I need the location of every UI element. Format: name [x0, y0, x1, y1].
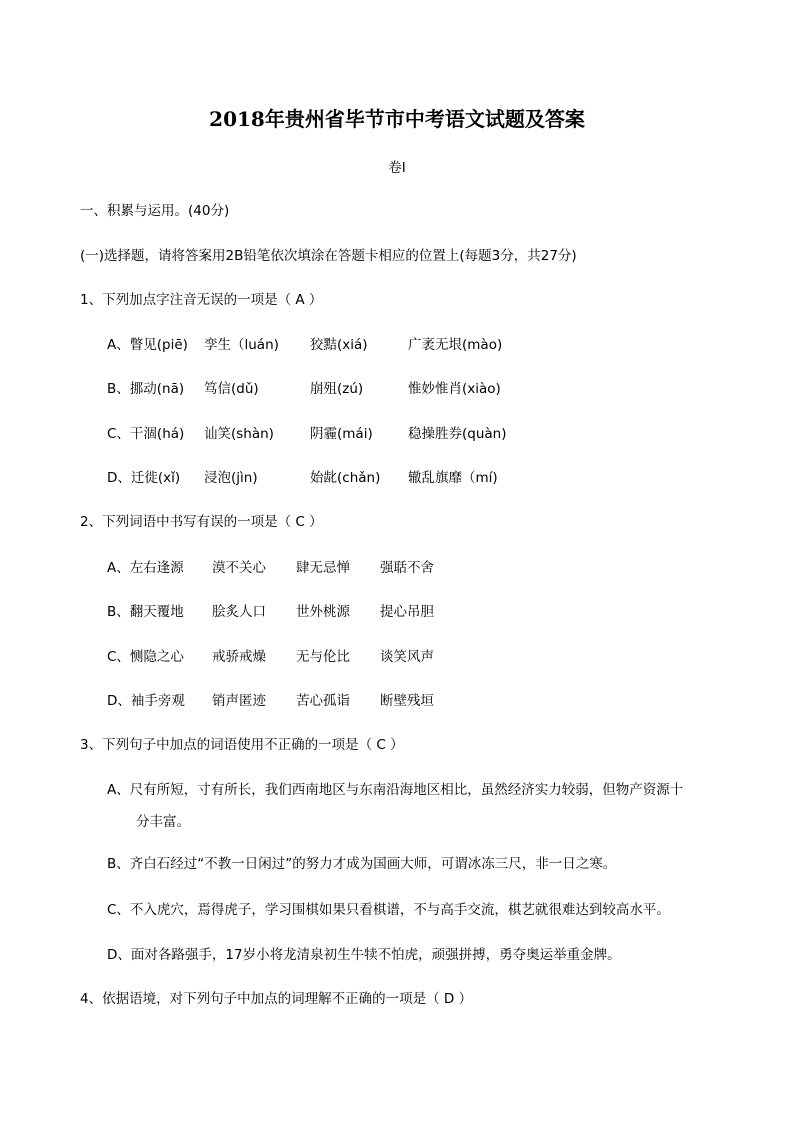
option-item: 断壁残垣	[380, 693, 434, 709]
volume-label: 卷I	[388, 160, 406, 176]
option-item: 稳操胜券(quàn)	[408, 426, 507, 442]
q3-option-b: B、齐白石经过“不教一日闲过”的努力才成为国画大师，可谓冰冻三尺，非一日之寒。	[107, 856, 617, 872]
option-item: 广袤无垠(mào)	[408, 337, 503, 353]
q3-option-c: C、不入虎穴，焉得虎子，学习围棋如果只看棋谱，不与高手交流，棋艺就很难达到较高水平。	[107, 902, 670, 918]
option-item: 狡黠(xiá)	[310, 337, 368, 353]
option-item: 脍炙人口	[212, 604, 266, 620]
option-item: 漠不关心	[212, 560, 266, 576]
q3-option-a-continued: 分丰富。	[136, 814, 190, 830]
option-item: 谈笑风声	[380, 649, 434, 665]
q3-option-a	[107, 781, 683, 799]
option-item: 戒骄戒燥	[212, 649, 266, 665]
option-item: 世外桃源	[296, 604, 350, 620]
option-item: 始龀(chǎn)	[310, 470, 381, 486]
question-2-stem: 2、下列词语中书写有误的一项是（ C ）	[80, 514, 323, 530]
document-title: 2018年贵州省毕节市中考语文试题及答案	[209, 107, 585, 131]
option-item: 强聒不舍	[380, 560, 434, 576]
option-item: 讪笑(shàn)	[204, 426, 274, 442]
option-text: A、尺有所短，寸有所长，我们西南地区与东南沿海地区相比，虽然经济实力较弱，但物产资源十	[107, 782, 684, 798]
subsection-heading: (一)选择题，请将答案用2B铅笔依次填涂在答题卡相应的位置上(每题3分，共27分)	[80, 248, 577, 264]
option-item: 孪生（luán)	[204, 337, 279, 353]
question-1-stem: 1、下列加点字注音无误的一项是（ A ）	[80, 292, 323, 308]
option-item: B、挪动(nā)	[107, 381, 185, 397]
option-item: 提心吊胆	[380, 604, 434, 620]
option-item: A、左右逢源	[107, 560, 184, 576]
option-item: C、干涸(há)	[107, 426, 185, 442]
option-item: 辙乱旗靡（mí)	[408, 470, 498, 486]
option-item: 浸泡(jìn)	[204, 470, 258, 486]
option-item: 笃信(dǔ)	[204, 381, 259, 397]
option-item: 无与伦比	[296, 649, 350, 665]
option-item: 阴霾(mái)	[310, 426, 373, 442]
question-4-stem: 4、依据语境，对下列句子中加点的词理解不正确的一项是（ D ）	[80, 991, 473, 1007]
q3-option-d: D、面对各路强手，17岁小将龙清泉初生牛犊不怕虎，顽强拼搏，勇夺奥运举重金牌。	[107, 947, 621, 963]
option-item: C、恻隐之心	[107, 649, 184, 665]
section-heading: 一、积累与运用。(40分)	[80, 203, 230, 219]
option-item: 惟妙惟肖(xiào)	[408, 381, 501, 397]
option-item: 销声匿迹	[212, 693, 266, 709]
option-item: 肆无忌惮	[296, 560, 350, 576]
question-3-stem: 3、下列句子中加点的词语使用不正确的一项是（ C ）	[80, 737, 404, 753]
option-item: B、翻天覆地	[107, 604, 184, 620]
option-item: 苦心孤诣	[296, 693, 350, 709]
option-item: A、瞥见(piē)	[107, 337, 188, 353]
option-item: 崩殂(zú)	[310, 381, 364, 397]
option-item: D、袖手旁观	[107, 693, 185, 709]
option-item: D、迁徙(xǐ)	[107, 470, 181, 486]
